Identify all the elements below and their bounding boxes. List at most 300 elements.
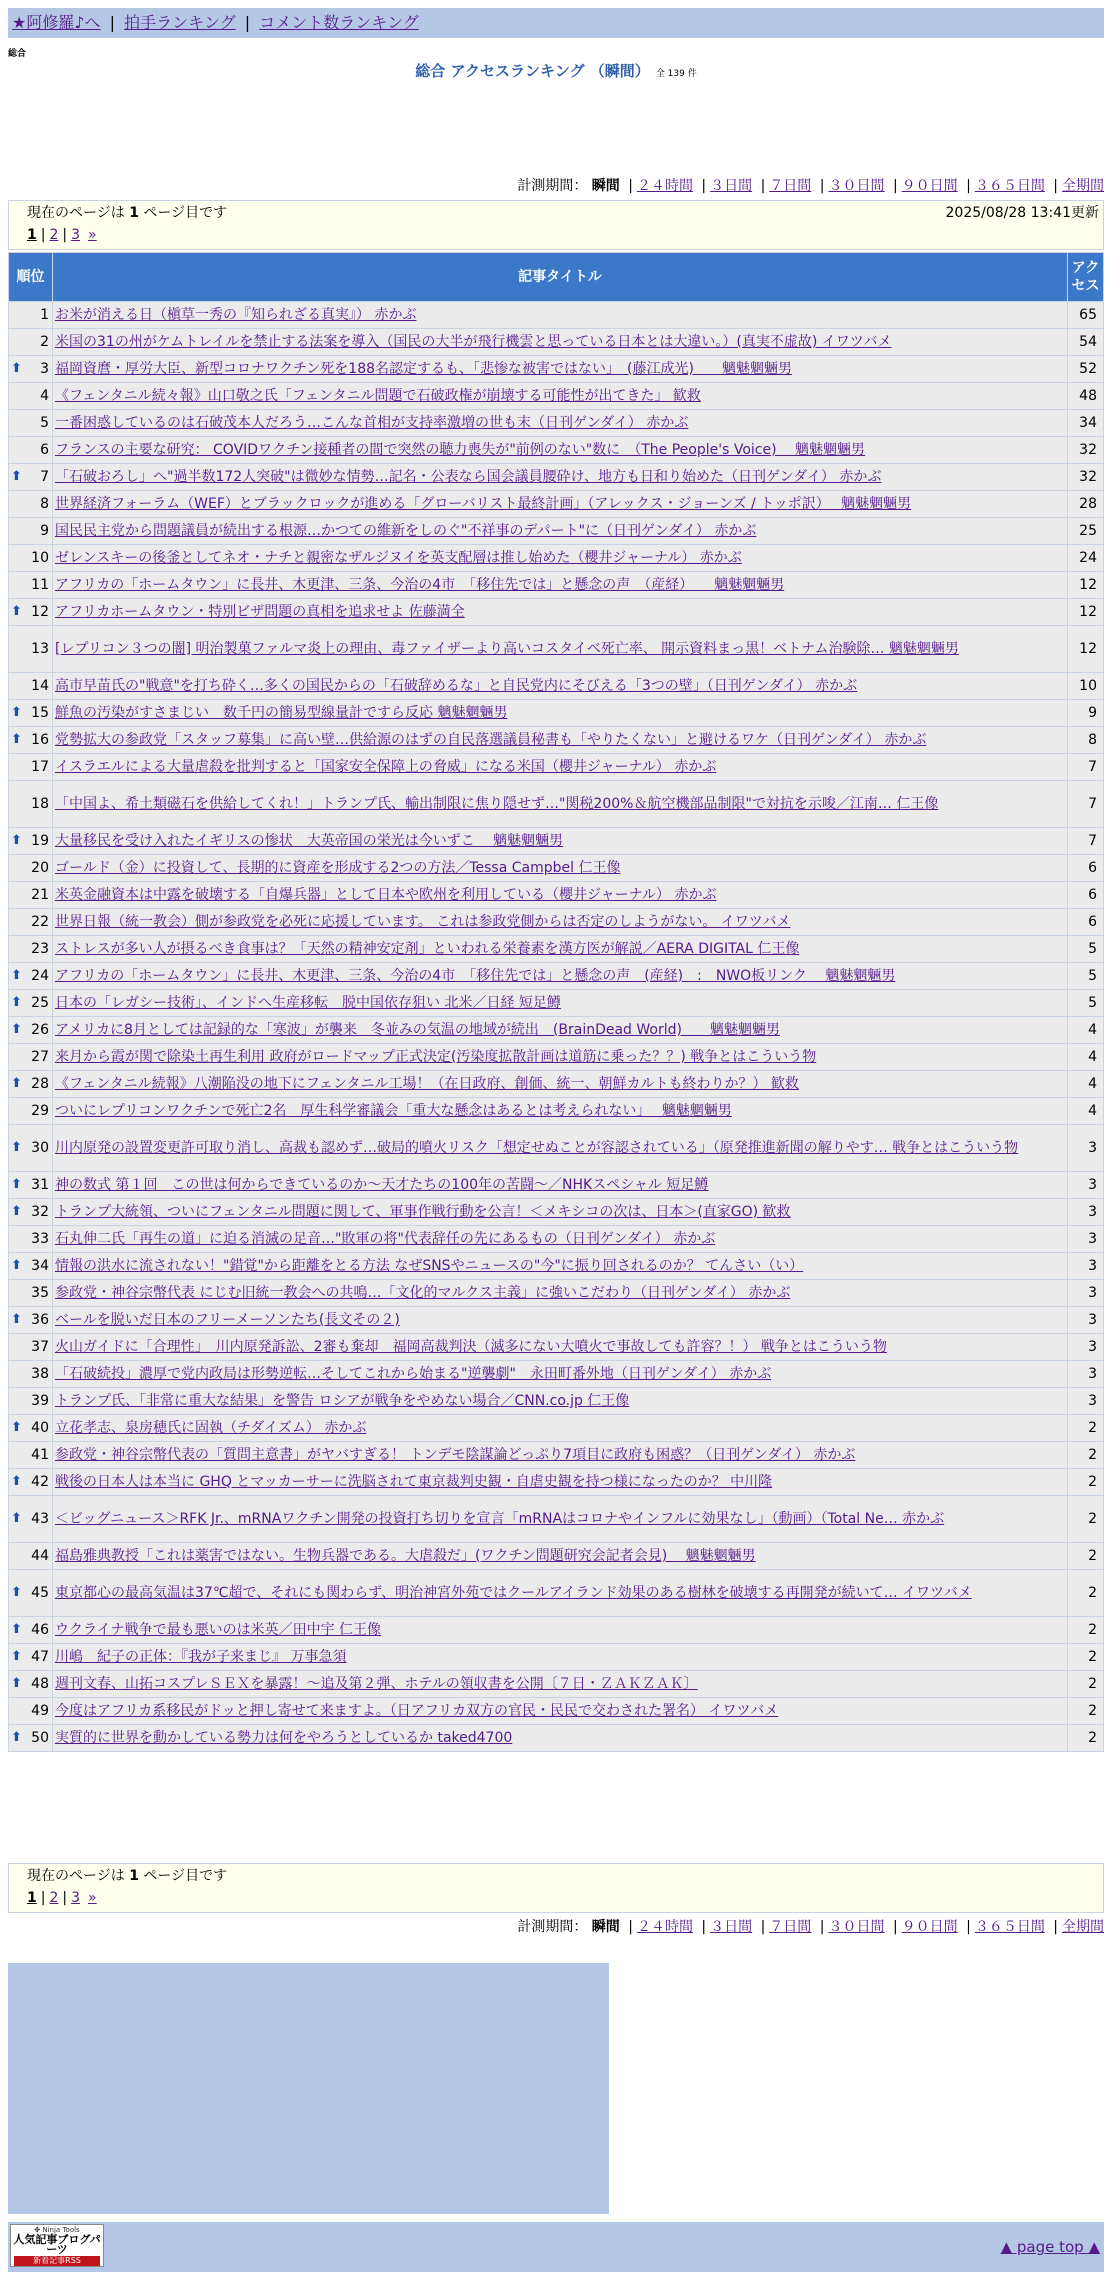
table-row — [9, 329, 1104, 356]
rank-number: 23 — [31, 941, 49, 957]
table-row — [9, 1442, 1104, 1469]
title-cell — [53, 1496, 1068, 1543]
period-selector-top: 計測期間： 瞬間 | ２４時間 | ３日間 | ７日間 | ３０日間 | ９０日間 | ３６５日間 | 全期間 — [517, 178, 1104, 194]
article-title-link[interactable]: 大量移民を受け入れたイギリスの惨状 大英帝国の栄光は今いずこ 魑魅魍魎男 — [55, 833, 564, 849]
rank-number: 37 — [31, 1339, 49, 1355]
access-count: 7 — [1068, 828, 1104, 855]
title-cell — [53, 963, 1068, 990]
table-row — [9, 1071, 1104, 1098]
title-cell — [53, 599, 1068, 626]
title-cell — [53, 1570, 1068, 1617]
pager-top — [8, 200, 1104, 250]
rank-cell — [9, 855, 53, 882]
table-row — [9, 356, 1104, 383]
table-row — [9, 990, 1104, 1017]
rank-cell — [9, 1725, 53, 1752]
period-current: 瞬間 — [591, 178, 620, 194]
table-row — [9, 599, 1104, 626]
table-row — [9, 1469, 1104, 1496]
table-row — [9, 518, 1104, 545]
title-cell — [53, 1125, 1068, 1172]
table-row — [9, 781, 1104, 828]
article-title-link[interactable]: フランスの主要な研究： COVIDワクチン接種者の間で突然の聴力喪失が"前例のない"数に （The People's Voice) 魑魅魍魎男 — [55, 442, 866, 458]
table-row — [9, 545, 1104, 572]
title-cell — [53, 1644, 1068, 1671]
rank-up-arrow-icon: ⬆ — [11, 1730, 22, 1745]
article-title-link[interactable]: 福島雅典教授「これは薬害ではない。生物兵器である。大虐殺だ」(ワクチン問題研究会記者会見) 魑魅魍魎男 — [55, 1548, 756, 1564]
access-count: 2 — [1068, 1671, 1104, 1698]
table-row — [9, 1543, 1104, 1570]
access-count: 3 — [1068, 1307, 1104, 1334]
rank-number: 8 — [40, 496, 49, 512]
table-row — [9, 1125, 1104, 1172]
rank-cell — [9, 1469, 53, 1496]
access-count: 12 — [1068, 626, 1104, 673]
article-title-link[interactable]: 「石破おろし」へ"過半数172人突破"は微妙な情勢…記名・公表なら国会議員腰砕け、地方も日和り始めた（日刊ゲンダイ） 赤かぶ — [55, 469, 882, 485]
table-row — [9, 700, 1104, 727]
rank-cell — [9, 383, 53, 410]
rank-cell — [9, 673, 53, 700]
title-cell — [53, 781, 1068, 828]
article-title-link[interactable]: 一番困惑しているのは石破茂本人だろう…こんな首相が支持率激増の世も末（日刊ゲンダイ） 赤かぶ — [55, 415, 689, 431]
period-label: 計測期間： — [517, 178, 588, 194]
table-row — [9, 1307, 1104, 1334]
rank-number: 18 — [31, 796, 49, 812]
article-title-link[interactable]: 立花孝志、泉房穂氏に固執（チダイズム） 赤かぶ — [55, 1420, 367, 1436]
article-title-link[interactable]: トランプ大統領、ついにフェンタニル問題に関して、軍事作戦行動を公言！＜メキシコの次は、日本＞(直家GO) 歓救 — [55, 1204, 791, 1220]
article-title-link[interactable]: ゴールド（金）に投資して、長期的に資産を形成する2つの方法／Tessa Campbel 仁王像 — [55, 860, 621, 876]
rank-cell — [9, 936, 53, 963]
article-title-link[interactable]: 週刊文春、山拓コスプレＳＥＸを暴露！～追及第２弾、ホテルの領収書を公開〔７日・ＺＡＫＺＡＫ〕 — [55, 1676, 698, 1692]
rank-up-arrow-icon: ⬆ — [11, 1312, 22, 1327]
table-row — [9, 491, 1104, 518]
article-title-link[interactable]: 党勢拡大の参政党「スタッフ募集」に高い壁…供給源のはずの自民落選議員秘書も「やりたくない」と避けるワケ（日刊ゲンダイ） 赤かぶ — [55, 732, 927, 748]
article-title-link[interactable]: 川内原発の設置変更許可取り消し、高裁も認めず…破局的噴火リスク「想定せぬことが容認されている」（原発推進新聞の解りやす… 戦争とはこういう物 — [55, 1140, 1019, 1156]
rank-number: 11 — [31, 577, 49, 593]
table-row — [9, 855, 1104, 882]
article-title-link[interactable]: アメリカに8月としては記録的な「寒波」が襲来 冬並みの気温の地域が続出 (BrainDead World) 魑魅魍魎男 — [55, 1022, 780, 1038]
article-title-link[interactable]: 《フェンタニル続々報》山口敬之氏「フェンタニル問題で石破政権が崩壊する可能性が出てきた」 歓救 — [55, 388, 701, 404]
rank-cell — [9, 1570, 53, 1617]
table-row — [9, 1361, 1104, 1388]
rank-number: 38 — [31, 1366, 49, 1382]
title-cell — [53, 626, 1068, 673]
article-title-link[interactable]: 米英金融資本は中露を破壊する「自爆兵器」として日本や欧州を利用している（櫻井ジャーナル） 赤かぶ — [55, 887, 717, 903]
rank-cell — [9, 990, 53, 1017]
rank-up-arrow-icon: ⬆ — [11, 1258, 22, 1273]
rank-number: 6 — [40, 442, 49, 458]
total-count: 全 139 件 — [655, 69, 697, 79]
rank-up-arrow-icon: ⬆ — [11, 1022, 22, 1037]
title-cell — [53, 1071, 1068, 1098]
table-row — [9, 754, 1104, 781]
title-cell — [53, 1334, 1068, 1361]
article-title-link[interactable]: 今度はアフリカ系移民がドッと押し寄せて来ますよ。（日アフリカ双方の官民・民民で交わされた署名） イワツバメ — [55, 1703, 779, 1719]
article-title-link[interactable]: 「石破続投」濃厚で党内政局は形勢逆転…そしてこれから始まる"逆襲劇" 永田町番外地（日刊ゲンダイ） 赤かぶ — [55, 1366, 772, 1382]
page-links: 1 | 2 | 3 » — [27, 227, 97, 243]
title-cell — [53, 1199, 1068, 1226]
article-title-link[interactable]: ＜ビッグニュース＞RFK Jr.、mRNAワクチン開発の投資打ち切りを宣言「mRNAはコロナやインフルに効果なし」（動画）（Total Ne… 赤かぶ — [55, 1511, 945, 1527]
ranking-table — [8, 252, 1104, 1752]
title-cell — [53, 882, 1068, 909]
pager-status: 現在のページは 1 ページ目です — [27, 205, 228, 221]
table-row — [9, 963, 1104, 990]
rank-number: 48 — [31, 1676, 49, 1692]
article-title-link[interactable]: 国民民主党から問題議員が続出する根源…かつての維新をしのぐ"不祥事のデパート"に（日刊ゲンダイ） 赤かぶ — [55, 523, 757, 539]
title-cell — [53, 1226, 1068, 1253]
rank-number: 21 — [31, 887, 49, 903]
page-link-current: 1 — [27, 227, 37, 243]
page-link-2[interactable]: 2 — [49, 227, 59, 243]
period-link-90d[interactable]: ９０日間 — [901, 178, 958, 194]
rank-cell — [9, 727, 53, 754]
period-link-365d[interactable]: ３６５日間 — [974, 178, 1045, 194]
rank-cell — [9, 1644, 53, 1671]
title-cell — [53, 545, 1068, 572]
pager-status: 現在のページは 1 ページ目です — [27, 1868, 228, 1884]
table-row — [9, 1253, 1104, 1280]
period-link-3d[interactable]: ３日間 — [710, 1919, 753, 1935]
period-current: 瞬間 — [591, 1919, 620, 1935]
table-row — [9, 1388, 1104, 1415]
rank-cell — [9, 356, 53, 383]
title-cell — [53, 1617, 1068, 1644]
table-row — [9, 882, 1104, 909]
access-count: 3 — [1068, 1280, 1104, 1307]
page-link-3[interactable]: 3 — [71, 227, 81, 243]
nav-separator: | — [109, 13, 116, 32]
title-cell — [53, 383, 1068, 410]
rank-number: 13 — [31, 641, 49, 657]
article-title-link[interactable]: 世界日報（統一教会）側が参政党を必死に応援しています。 これは参政党側からは否定のしようがない。 イワツバメ — [55, 914, 791, 930]
access-count: 10 — [1068, 673, 1104, 700]
article-title-link[interactable]: 参政党・神谷宗幣代表 にじむ旧統一教会への共鳴…「文化的マルクス主義」に強いこだわり（日刊ゲンダイ） 赤かぶ — [55, 1285, 791, 1301]
header-rank: 順位 — [9, 253, 53, 302]
table-row — [9, 1044, 1104, 1071]
rank-cell — [9, 1172, 53, 1199]
title-cell — [53, 1172, 1068, 1199]
rank-up-arrow-icon: ⬆ — [11, 1076, 22, 1091]
access-count: 2 — [1068, 1469, 1104, 1496]
access-count: 2 — [1068, 1644, 1104, 1671]
access-count: 4 — [1068, 1098, 1104, 1125]
rank-cell — [9, 754, 53, 781]
rank-cell — [9, 1388, 53, 1415]
article-title-link[interactable]: トランプ氏、「非常に重大な結果」を警告 ロシアが戦争をやめない場合／CNN.co.jp 仁王像 — [55, 1393, 630, 1409]
rank-number: 22 — [31, 914, 49, 930]
rank-cell — [9, 1226, 53, 1253]
article-title-link[interactable]: アフリカホームタウン・特別ビザ問題の真相を追求せよ 佐藤満全 — [55, 604, 465, 620]
rank-up-arrow-icon: ⬆ — [11, 469, 22, 484]
article-title-link[interactable]: 高市早苗氏の"戦意"を打ち砕く…多くの国民からの「石破辞めるな」と自民党内にそびえる「3つの壁」（日刊ゲンダイ） 赤かぶ — [55, 678, 858, 694]
article-title-link[interactable]: 世界経済フォーラム（WEF）とブラックロックが進める「グローバリスト最終計画」（アレックス・ジョーンズ / トッポ訳） 魑魅魍魎男 — [55, 496, 912, 512]
access-count: 12 — [1068, 599, 1104, 626]
table-row — [9, 626, 1104, 673]
period-link-24h[interactable]: ２４時間 — [636, 1919, 693, 1935]
title-cell — [53, 1469, 1068, 1496]
title-cell — [53, 1361, 1068, 1388]
rank-cell — [9, 491, 53, 518]
page-link-3[interactable]: 3 — [71, 1890, 81, 1906]
table-row — [9, 1280, 1104, 1307]
rank-cell — [9, 882, 53, 909]
period-link-all[interactable]: 全期間 — [1062, 1919, 1104, 1935]
title-cell — [53, 1442, 1068, 1469]
article-title-link[interactable]: 「中国よ、希土類磁石を供給してくれ！」トランプ氏、輸出制限に焦り隠せず…"関税200%＆航空機部品制限"で対抗を示唆／江南… 仁王像 — [55, 796, 939, 812]
rank-number: 39 — [31, 1393, 49, 1409]
rank-cell — [9, 700, 53, 727]
rank-number: 20 — [31, 860, 49, 876]
article-title-link[interactable]: ベールを脱いだ日本のフリーメーソンたち(長文その２) — [55, 1312, 400, 1328]
title-cell — [53, 1098, 1068, 1125]
pager-bottom — [8, 1863, 1104, 1913]
title-cell — [53, 491, 1068, 518]
title-cell — [53, 855, 1068, 882]
title-cell — [53, 329, 1068, 356]
title-cell — [53, 1307, 1068, 1334]
rank-up-arrow-icon: ⬆ — [11, 1585, 22, 1600]
rank-up-arrow-icon: ⬆ — [11, 604, 22, 619]
article-title-link[interactable]: 情報の洪水に流されない！"錯覚"から距離をとる方法 なぜSNSやニュースの"今"に振り回されるのか？ てんさい（い） — [55, 1258, 804, 1274]
rank-up-arrow-icon: ⬆ — [11, 732, 22, 747]
title-cell — [53, 700, 1068, 727]
access-count: 3 — [1068, 1388, 1104, 1415]
article-title-link[interactable]: 神の数式 第１回 この世は何からできているのか～天才たちの100年の苦闘～／NHKスペシャル 短足鱒 — [55, 1177, 709, 1193]
page-top-link[interactable]: ▲ page top ▲ — [1000, 2238, 1100, 2256]
period-link-365d[interactable]: ３６５日間 — [974, 1919, 1045, 1935]
page-link-next[interactable]: » — [88, 227, 97, 243]
article-title-link[interactable]: ウクライナ戦争で最も悪いのは米英／田中宇 仁王像 — [55, 1622, 382, 1638]
period-link-3d[interactable]: ３日間 — [710, 178, 753, 194]
rank-cell — [9, 1199, 53, 1226]
access-count: 3 — [1068, 1172, 1104, 1199]
rank-up-arrow-icon: ⬆ — [11, 995, 22, 1010]
nav-link-asyura[interactable]: ★阿修羅♪へ — [12, 13, 101, 32]
table-row — [9, 1698, 1104, 1725]
ranking-rows — [9, 302, 1104, 1752]
access-count: 7 — [1068, 781, 1104, 828]
table-row — [9, 437, 1104, 464]
rank-number: 31 — [31, 1177, 49, 1193]
article-title-link[interactable]: ついにレプリコンワクチンで死亡2名 厚生科学審議会「重大な懸念はあるとは考えられない」 魑魅魍魎男 — [55, 1103, 732, 1119]
rank-up-arrow-icon: ⬆ — [11, 1140, 22, 1155]
rank-up-arrow-icon: ⬆ — [11, 705, 22, 720]
article-title-link[interactable]: ストレスが多い人が摂るべき食事は？「天然の精神安定剤」といわれる栄養素を漢方医が解説／AERA DIGITAL 仁王像 — [55, 941, 800, 957]
access-count: 3 — [1068, 1125, 1104, 1172]
rank-up-arrow-icon: ⬆ — [11, 1204, 22, 1219]
period-link-all[interactable]: 全期間 — [1062, 178, 1104, 194]
rank-number: 45 — [31, 1585, 49, 1601]
rank-number: 26 — [31, 1022, 49, 1038]
title-cell — [53, 909, 1068, 936]
rank-number: 1 — [40, 307, 49, 323]
nav-link-comment-ranking[interactable]: コメント数ランキング — [259, 13, 419, 32]
rank-number: 7 — [40, 469, 49, 485]
article-title-link[interactable]: お米が消える日（槇草一秀の『知られざる真実』） 赤かぶ — [55, 307, 417, 323]
rank-number: 16 — [31, 732, 49, 748]
title-cell — [53, 1280, 1068, 1307]
rank-cell — [9, 1044, 53, 1071]
access-count: 5 — [1068, 936, 1104, 963]
rank-number: 15 — [31, 705, 49, 721]
title-cell — [53, 1017, 1068, 1044]
nav-link-clap-ranking[interactable]: 拍手ランキング — [124, 13, 236, 32]
rank-up-arrow-icon: ⬆ — [11, 361, 22, 376]
rank-number: 36 — [31, 1312, 49, 1328]
table-row — [9, 1334, 1104, 1361]
access-count: 6 — [1068, 882, 1104, 909]
rank-number: 28 — [31, 1076, 49, 1092]
period-link-24h[interactable]: ２４時間 — [636, 178, 693, 194]
period-link-7d[interactable]: ７日間 — [769, 178, 812, 194]
rank-number: 12 — [31, 604, 49, 620]
article-title-link[interactable]: 火山ガイドに「合理性」 川内原発訴訟、2審も棄却 福岡高裁判決（滅多にない大噴火で事故しても許容？！） 戦争とはこういう物 — [55, 1339, 887, 1355]
rank-number: 10 — [31, 550, 49, 566]
page-link-2[interactable]: 2 — [49, 1890, 59, 1906]
rank-cell — [9, 963, 53, 990]
access-count: 2 — [1068, 1543, 1104, 1570]
access-count: 2 — [1068, 1725, 1104, 1752]
rank-number: 33 — [31, 1231, 49, 1247]
title-cell — [53, 828, 1068, 855]
title-cell — [53, 754, 1068, 781]
access-count: 32 — [1068, 437, 1104, 464]
article-title-link[interactable]: 東京都心の最高気温は37℃超で、それにも関わらず、明治神宮外苑ではクールアイランド効果のある樹林を破壊する再開発が続いて… イワツバメ — [55, 1585, 972, 1601]
access-count: 2 — [1068, 1496, 1104, 1543]
rank-cell — [9, 1334, 53, 1361]
article-title-link[interactable]: 《フェンタニル続報》八潮陥没の地下にフェンタニル工場！（在日政府、創価、統一、朝鮮カルトも終わりか？） 歓救 — [55, 1076, 799, 1092]
access-count: 48 — [1068, 383, 1104, 410]
table-row — [9, 1199, 1104, 1226]
access-count: 2 — [1068, 1617, 1104, 1644]
rank-cell — [9, 1253, 53, 1280]
access-count: 2 — [1068, 1698, 1104, 1725]
access-count: 32 — [1068, 464, 1104, 491]
article-title-link[interactable]: 福岡資麿・厚労大臣、新型コロナワクチン死を188名認定するも、「悲惨な被害ではない」 (藤江成光) 魑魅魍魎男 — [55, 361, 792, 377]
article-title-link[interactable]: 川嶋 紀子の正体：『我が子来まじ』 万事急須 — [55, 1649, 347, 1665]
period-label: 計測期間： — [517, 1919, 588, 1935]
rank-number: 30 — [31, 1140, 49, 1156]
title-cell — [53, 302, 1068, 329]
rank-cell — [9, 572, 53, 599]
rank-up-arrow-icon: ⬆ — [11, 1649, 22, 1664]
rank-cell — [9, 781, 53, 828]
table-row — [9, 1725, 1104, 1752]
page-links: 1 | 2 | 3 » — [27, 1890, 97, 1906]
ad-placeholder — [8, 1963, 609, 2214]
rank-number: 3 — [40, 361, 49, 377]
rank-number: 5 — [40, 415, 49, 431]
page-title: 総合 アクセスランキング （瞬間） — [415, 62, 650, 80]
article-title-link[interactable]: 参政党・神谷宗幣代表の「質問主意書」がヤバすぎる！ トンデモ陰謀論どっぷり7項目に政府も困惑？（日刊ゲンダイ） 赤かぶ — [55, 1447, 856, 1463]
rank-cell — [9, 1071, 53, 1098]
access-count: 5 — [1068, 990, 1104, 1017]
access-count: 3 — [1068, 1199, 1104, 1226]
article-title-link[interactable]: アフリカの「ホームタウン」に長井、木更津、三条、今治の4市 「移住先では」と懸念の声 (産経) : NWO板リンク 魑魅魍魎男 — [55, 968, 896, 984]
title-cell — [53, 990, 1068, 1017]
rank-number: 32 — [31, 1204, 49, 1220]
access-count: 3 — [1068, 1226, 1104, 1253]
rank-cell — [9, 599, 53, 626]
title-cell — [53, 572, 1068, 599]
title-cell — [53, 1698, 1068, 1725]
rank-cell — [9, 1307, 53, 1334]
article-title-link[interactable]: ゼレンスキーの後釜としてネオ・ナチと親密なザルジヌイを英支配層は推し始めた（櫻井ジャーナル） 赤かぶ — [55, 550, 742, 566]
article-title-link[interactable]: 戦後の日本人は本当に GHQ とマッカーサーに洗脳されて東京裁判史観・自虐史観を持つ様になったのか？ 中川隆 — [55, 1474, 773, 1490]
rank-up-arrow-icon: ⬆ — [11, 968, 22, 983]
period-selector-bottom: 計測期間： 瞬間 | ２４時間 | ３日間 | ７日間 | ３０日間 | ９０日間 | ３６５日間 | 全期間 — [517, 1919, 1104, 1935]
rank-number: 34 — [31, 1258, 49, 1274]
article-title-link[interactable]: 実質的に世界を動かしている勢力は何をやろうとしているか taked4700 — [55, 1730, 513, 1746]
rank-number: 27 — [31, 1049, 49, 1065]
rank-number: 35 — [31, 1285, 49, 1301]
article-title-link[interactable]: 来月から霞が関で除染土再生利用 政府がロードマップ正式決定(汚染度拡散計画は道筋に乗った？？) 戦争とはこういう物 — [55, 1049, 817, 1065]
rank-cell — [9, 1098, 53, 1125]
table-row — [9, 464, 1104, 491]
rank-cell — [9, 545, 53, 572]
article-title-link[interactable]: 米国の31の州がケムトレイルを禁止する法案を導入（国民の大半が飛行機雲と思っている日本とは大違い。）(真実不虚故) イワツバメ — [55, 334, 892, 350]
rank-number: 40 — [31, 1420, 49, 1436]
period-link-30d[interactable]: ３０日間 — [828, 1919, 885, 1935]
article-title-link[interactable]: 日本の「レガシー技術」、インドへ生産移転 脱中国依存狙い 北米／日経 短足鱒 — [55, 995, 561, 1011]
article-title-link[interactable]: 鮮魚の汚染がすさまじい 数千円の簡易型線量計ですら反応 魑魅魍魎男 — [55, 705, 508, 721]
access-count: 7 — [1068, 754, 1104, 781]
period-link-90d[interactable]: ９０日間 — [901, 1919, 958, 1935]
article-title-link[interactable]: イスラエルによる大量虐殺を批判すると「国家安全保障上の脅威」になる米国（櫻井ジャーナル） 赤かぶ — [55, 759, 717, 775]
table-row — [9, 909, 1104, 936]
page-link-current: 1 — [27, 1890, 37, 1906]
rank-number: 2 — [40, 334, 49, 350]
access-count: 3 — [1068, 1334, 1104, 1361]
table-row — [9, 1098, 1104, 1125]
article-title-link[interactable]: 石丸伸二氏「再生の道」に迫る消滅の足音…"敗軍の将"代表辞任の先にあるもの（日刊ゲンダイ） 赤かぶ — [55, 1231, 716, 1247]
rank-number: 47 — [31, 1649, 49, 1665]
rank-cell — [9, 518, 53, 545]
rank-cell — [9, 1125, 53, 1172]
rank-cell — [9, 1698, 53, 1725]
title-cell — [53, 437, 1068, 464]
title-cell — [53, 936, 1068, 963]
rank-cell — [9, 437, 53, 464]
access-count: 3 — [1068, 1361, 1104, 1388]
title-cell — [53, 518, 1068, 545]
page-title-row — [0, 60, 1112, 81]
rank-up-arrow-icon: ⬆ — [11, 1676, 22, 1691]
title-cell — [53, 1725, 1068, 1752]
rank-cell — [9, 410, 53, 437]
update-timestamp: 2025/08/28 13:41更新 — [945, 205, 1099, 221]
rank-number: 24 — [31, 968, 49, 984]
access-count: 65 — [1068, 302, 1104, 329]
title-cell — [53, 1388, 1068, 1415]
page-link-next[interactable]: » — [88, 1890, 97, 1906]
article-title-link[interactable]: アフリカの「ホームタウン」に長井、木更津、三条、今治の4市 「移住先では」と懸念の声 （産経） 魑魅魍魎男 — [55, 577, 785, 593]
header-title: 記事タイトル — [53, 253, 1068, 302]
nav-separator: | — [244, 13, 251, 32]
table-row — [9, 1017, 1104, 1044]
access-count: 24 — [1068, 545, 1104, 572]
title-cell — [53, 410, 1068, 437]
rank-number: 29 — [31, 1103, 49, 1119]
access-count: 2 — [1068, 1415, 1104, 1442]
period-link-7d[interactable]: ７日間 — [769, 1919, 812, 1935]
table-row — [9, 1671, 1104, 1698]
article-title-link[interactable]: [レプリコン３つの闇] 明治製菓ファルマ炎上の理由、毒ファイザーより高いコスタイベ死亡率、 開示資料まっ黒！ベトナム治験除… 魑魅魍魎男 — [55, 641, 959, 657]
rank-cell — [9, 1415, 53, 1442]
ninja-tools-badge[interactable]: ✤ Ninja Tools 人気記事ブログパーツ 新着記事RSS — [10, 2224, 104, 2267]
access-count: 8 — [1068, 727, 1104, 754]
period-link-30d[interactable]: ３０日間 — [828, 178, 885, 194]
